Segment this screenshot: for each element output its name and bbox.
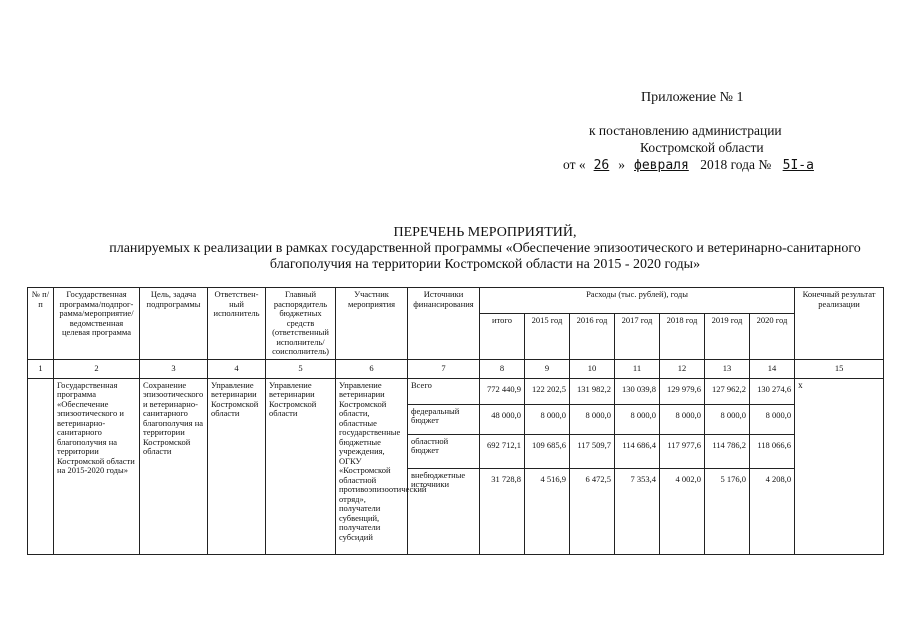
value-cell: 127 962,2 (705, 378, 750, 404)
value-cell: 8 000,0 (525, 404, 570, 434)
value-cell: 5 176,0 (705, 468, 750, 554)
value-cell: 8 000,0 (615, 404, 660, 434)
decree-line-2: Костромской области (640, 140, 764, 155)
column-number: 13 (705, 359, 750, 378)
column-number: 11 (615, 359, 660, 378)
value-cell: 692 712,1 (480, 434, 525, 468)
value-cell: 130 039,8 (615, 378, 660, 404)
cell-manager: Управление ветеринарии Костромской области (266, 378, 336, 554)
column-number: 14 (750, 359, 795, 378)
column-number: 3 (140, 359, 208, 378)
header-manager: Главный распорядитель бюджетных средств (ответственный исполнитель/ соисполнитель) (266, 288, 336, 360)
column-number: 12 (660, 359, 705, 378)
value-cell: 122 202,5 (525, 378, 570, 404)
header-executor: Ответствен-ный исполнитель (208, 288, 266, 360)
value-cell: 118 066,6 (750, 434, 795, 468)
source-name: Всего (408, 378, 480, 404)
year-2017: 2017 год (615, 314, 660, 359)
column-number: 9 (525, 359, 570, 378)
column-number: 7 (408, 359, 480, 378)
date-day: 26 (593, 158, 610, 173)
value-cell: 8 000,0 (660, 404, 705, 434)
cell-result: x (795, 378, 884, 554)
column-number: 6 (336, 359, 408, 378)
value-cell: 130 274,6 (750, 378, 795, 404)
date-prefix: от « (563, 157, 586, 172)
header-sources: Источники финансирования (408, 288, 480, 360)
value-cell: 114 686,4 (615, 434, 660, 468)
cell-program: Государственная программа «Обеспечение эпизоотического и ветеринарно-санитарного благополучия на территории Костромской области на 2015-2020 годы» (54, 378, 140, 554)
cell-goal: Сохранение эпизоотического и ветеринарно-санитарного благополучия на территории Костромской области (140, 378, 208, 554)
decree-line-1: к постановлению администрации (589, 123, 782, 138)
value-cell: 131 982,2 (570, 378, 615, 404)
title-line-1: ПЕРЕЧЕНЬ МЕРОПРИЯТИЙ, (393, 225, 577, 240)
value-cell: 8 000,0 (570, 404, 615, 434)
header-expenses: Расходы (тыс. рублей), годы (480, 288, 795, 314)
header-num: № п/п (28, 288, 54, 360)
header-row (28, 288, 884, 314)
source-name: областной бюджет (408, 434, 480, 468)
value-cell: 772 440,9 (480, 378, 525, 404)
date-month: февраля (634, 158, 689, 173)
appendix-label: Приложение № 1 (641, 90, 744, 105)
year-2019: 2019 год (705, 314, 750, 359)
value-cell: 8 000,0 (705, 404, 750, 434)
column-number: 1 (28, 359, 54, 378)
date-mid: » (618, 157, 626, 172)
year-2020: 2020 год (750, 314, 795, 359)
value-cell: 109 685,6 (525, 434, 570, 468)
header-participant: Участник мероприятия (336, 288, 408, 360)
table-row (28, 378, 884, 404)
decree-number: 5I-а (782, 158, 814, 173)
cell-participant: Управление ветеринарии Костромской области, областные государственные бюджетные учреждения, ОГКУ «Костромской областной противоэпизоотический отряд», получатели субвенций, получатели субсидий (336, 378, 408, 554)
header-result: Конечный результат реализации (795, 288, 884, 360)
value-cell: 117 977,6 (660, 434, 705, 468)
value-cell: 114 786,2 (705, 434, 750, 468)
value-cell: 4 002,0 (660, 468, 705, 554)
column-number: 15 (795, 359, 884, 378)
header-program: Государственная программа/подпрог-рамма/мероприятие/ ведомственная целевая программа (54, 288, 140, 360)
value-cell: 117 509,7 (570, 434, 615, 468)
year-2018: 2018 год (660, 314, 705, 359)
column-number: 8 (480, 359, 525, 378)
value-cell: 4 516,9 (525, 468, 570, 554)
header-goal: Цель, задача подпрограммы (140, 288, 208, 360)
value-cell: 8 000,0 (750, 404, 795, 434)
column-number: 10 (570, 359, 615, 378)
value-cell: 31 728,8 (480, 468, 525, 554)
value-cell: 48 000,0 (480, 404, 525, 434)
document-title (105, 225, 865, 273)
title-line-2: планируемых к реализации в рамках государственной программы «Обеспечение эпизоотического и ветеринарно-санитарного благополучия на территории Костромской области на 2015 - 2020 годы» (109, 241, 861, 272)
source-name: внебюджетные источники (408, 468, 480, 554)
column-number: 2 (54, 359, 140, 378)
decree-date-line (563, 157, 822, 173)
column-numbers-row (28, 359, 884, 378)
year-2016: 2016 год (570, 314, 615, 359)
date-year: 2018 года № (700, 157, 772, 172)
cell-executor: Управление ветеринарии Костромской области (208, 378, 266, 554)
year-2015: 2015 год (525, 314, 570, 359)
source-name: федеральный бюджет (408, 404, 480, 434)
column-number: 4 (208, 359, 266, 378)
measures-table (27, 287, 884, 555)
year-total: итого (480, 314, 525, 359)
column-number: 5 (266, 359, 336, 378)
cell-num (28, 378, 54, 554)
value-cell: 4 208,0 (750, 468, 795, 554)
value-cell: 7 353,4 (615, 468, 660, 554)
value-cell: 129 979,6 (660, 378, 705, 404)
value-cell: 6 472,5 (570, 468, 615, 554)
